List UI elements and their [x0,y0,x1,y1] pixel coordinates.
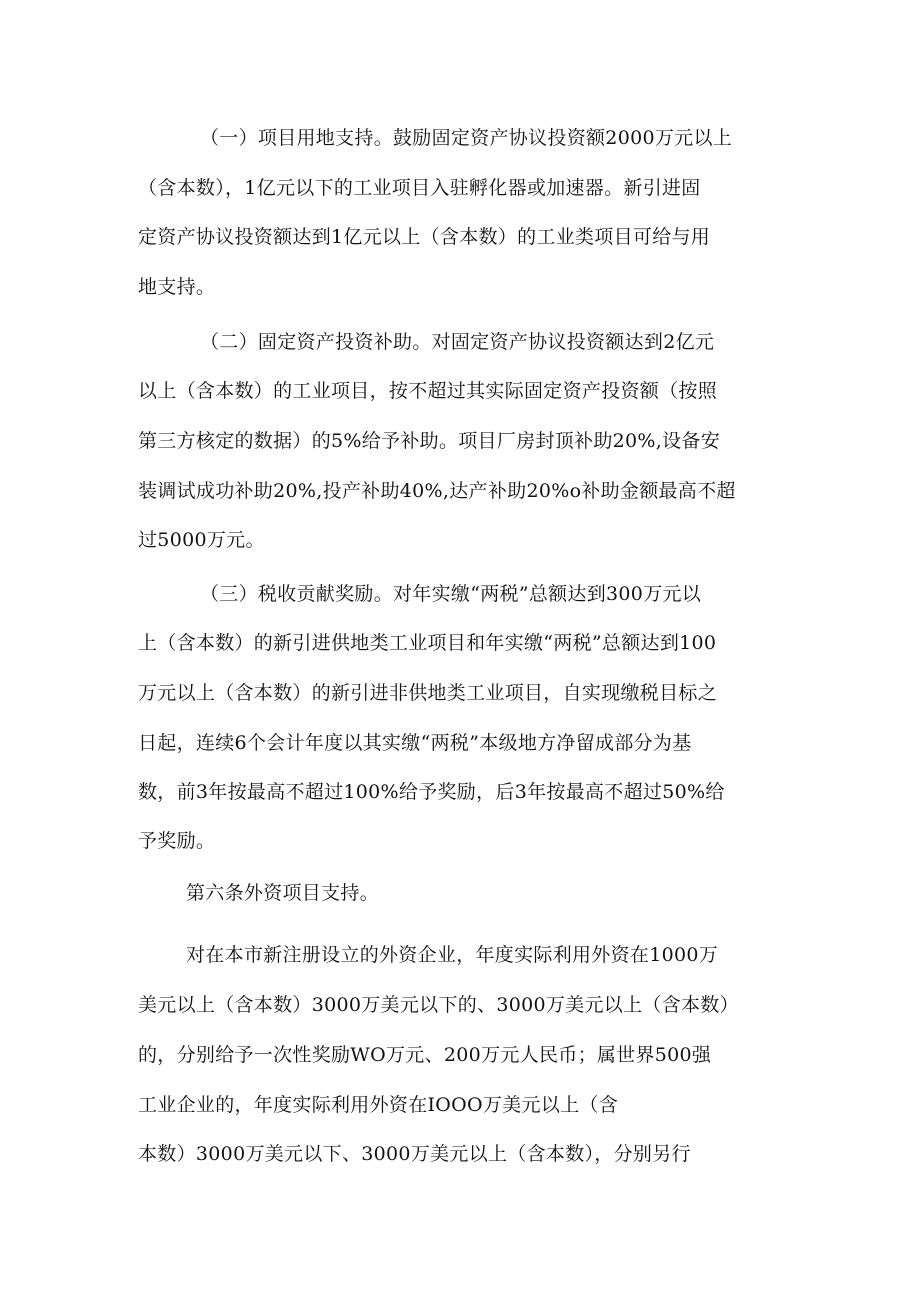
paragraph-3-line-2: 上（含本数）的新引进供地类工业项目和年实缴“两税”总额达到100 [138,632,717,654]
paragraph-1-line-4: 地支持。 [138,276,216,298]
paragraph-4-line-5: 本数）3000万美元以下、3000万美元以上（含本数），分别另行 [138,1143,691,1165]
paragraph-3-line-5: 数，前3年按最高不超过100%给予奖励，后3年按最高不超过50%给 [138,781,725,803]
paragraph-2-line-1: （二）固定资产投资补助。对固定资产协议投资额达到2亿元 [200,331,715,353]
paragraph-3-line-1: （三）税收贡献奖励。对年实缴“两税”总额达到300万元以 [200,583,702,605]
article-heading: 第六条外资项目支持。 [186,882,380,904]
paragraph-4-line-4: 工业企业的，年度实际利用外资在IOOO万美元以上（含 [138,1094,619,1116]
paragraph-4-line-3: 的，分别给予一次性奖励WO万元、200万元人民币；属世界500强 [138,1044,712,1066]
paragraph-4-line-1: 对在本市新注册设立的外资企业，年度实际利用外资在1000万 [186,944,719,966]
paragraph-3-line-6: 予奖励。 [138,830,216,852]
paragraph-1-line-1: （一）项目用地支持。鼓励固定资产协议投资额2000万元以上 [200,127,733,149]
paragraph-2-line-3: 第三方核定的数据）的5%给予补助。项目厂房封顶补助20%,设备安 [138,430,721,452]
paragraph-1-line-3: 定资产协议投资额达到1亿元以上（含本数）的工业类项目可给与用 [138,226,711,248]
paragraph-2-line-5: 过5000万元。 [138,529,265,551]
paragraph-2-line-4: 装调试成功补助20%,投产补助40%,达产补助20%o补助金额最高不超 [138,480,736,502]
paragraph-3-line-3: 万元以上（含本数）的新引进非供地类工业项目，自实现缴税目标之 [138,682,718,704]
paragraph-2-line-2: 以上（含本数）的工业项目，按不超过其实际固定资产投资额（按照 [138,380,718,402]
paragraph-3-line-4: 日起，连续6个会计年度以其实缴“两税”本级地方净留成部分为基 [138,732,692,754]
paragraph-1-line-2: （含本数），1亿元以下的工业项目入驻孵化器或加速器。新引进固 [138,177,701,199]
paragraph-4-line-2: 美元以上（含本数）3000万美元以下的、3000万美元以上（含本数） [138,994,739,1016]
